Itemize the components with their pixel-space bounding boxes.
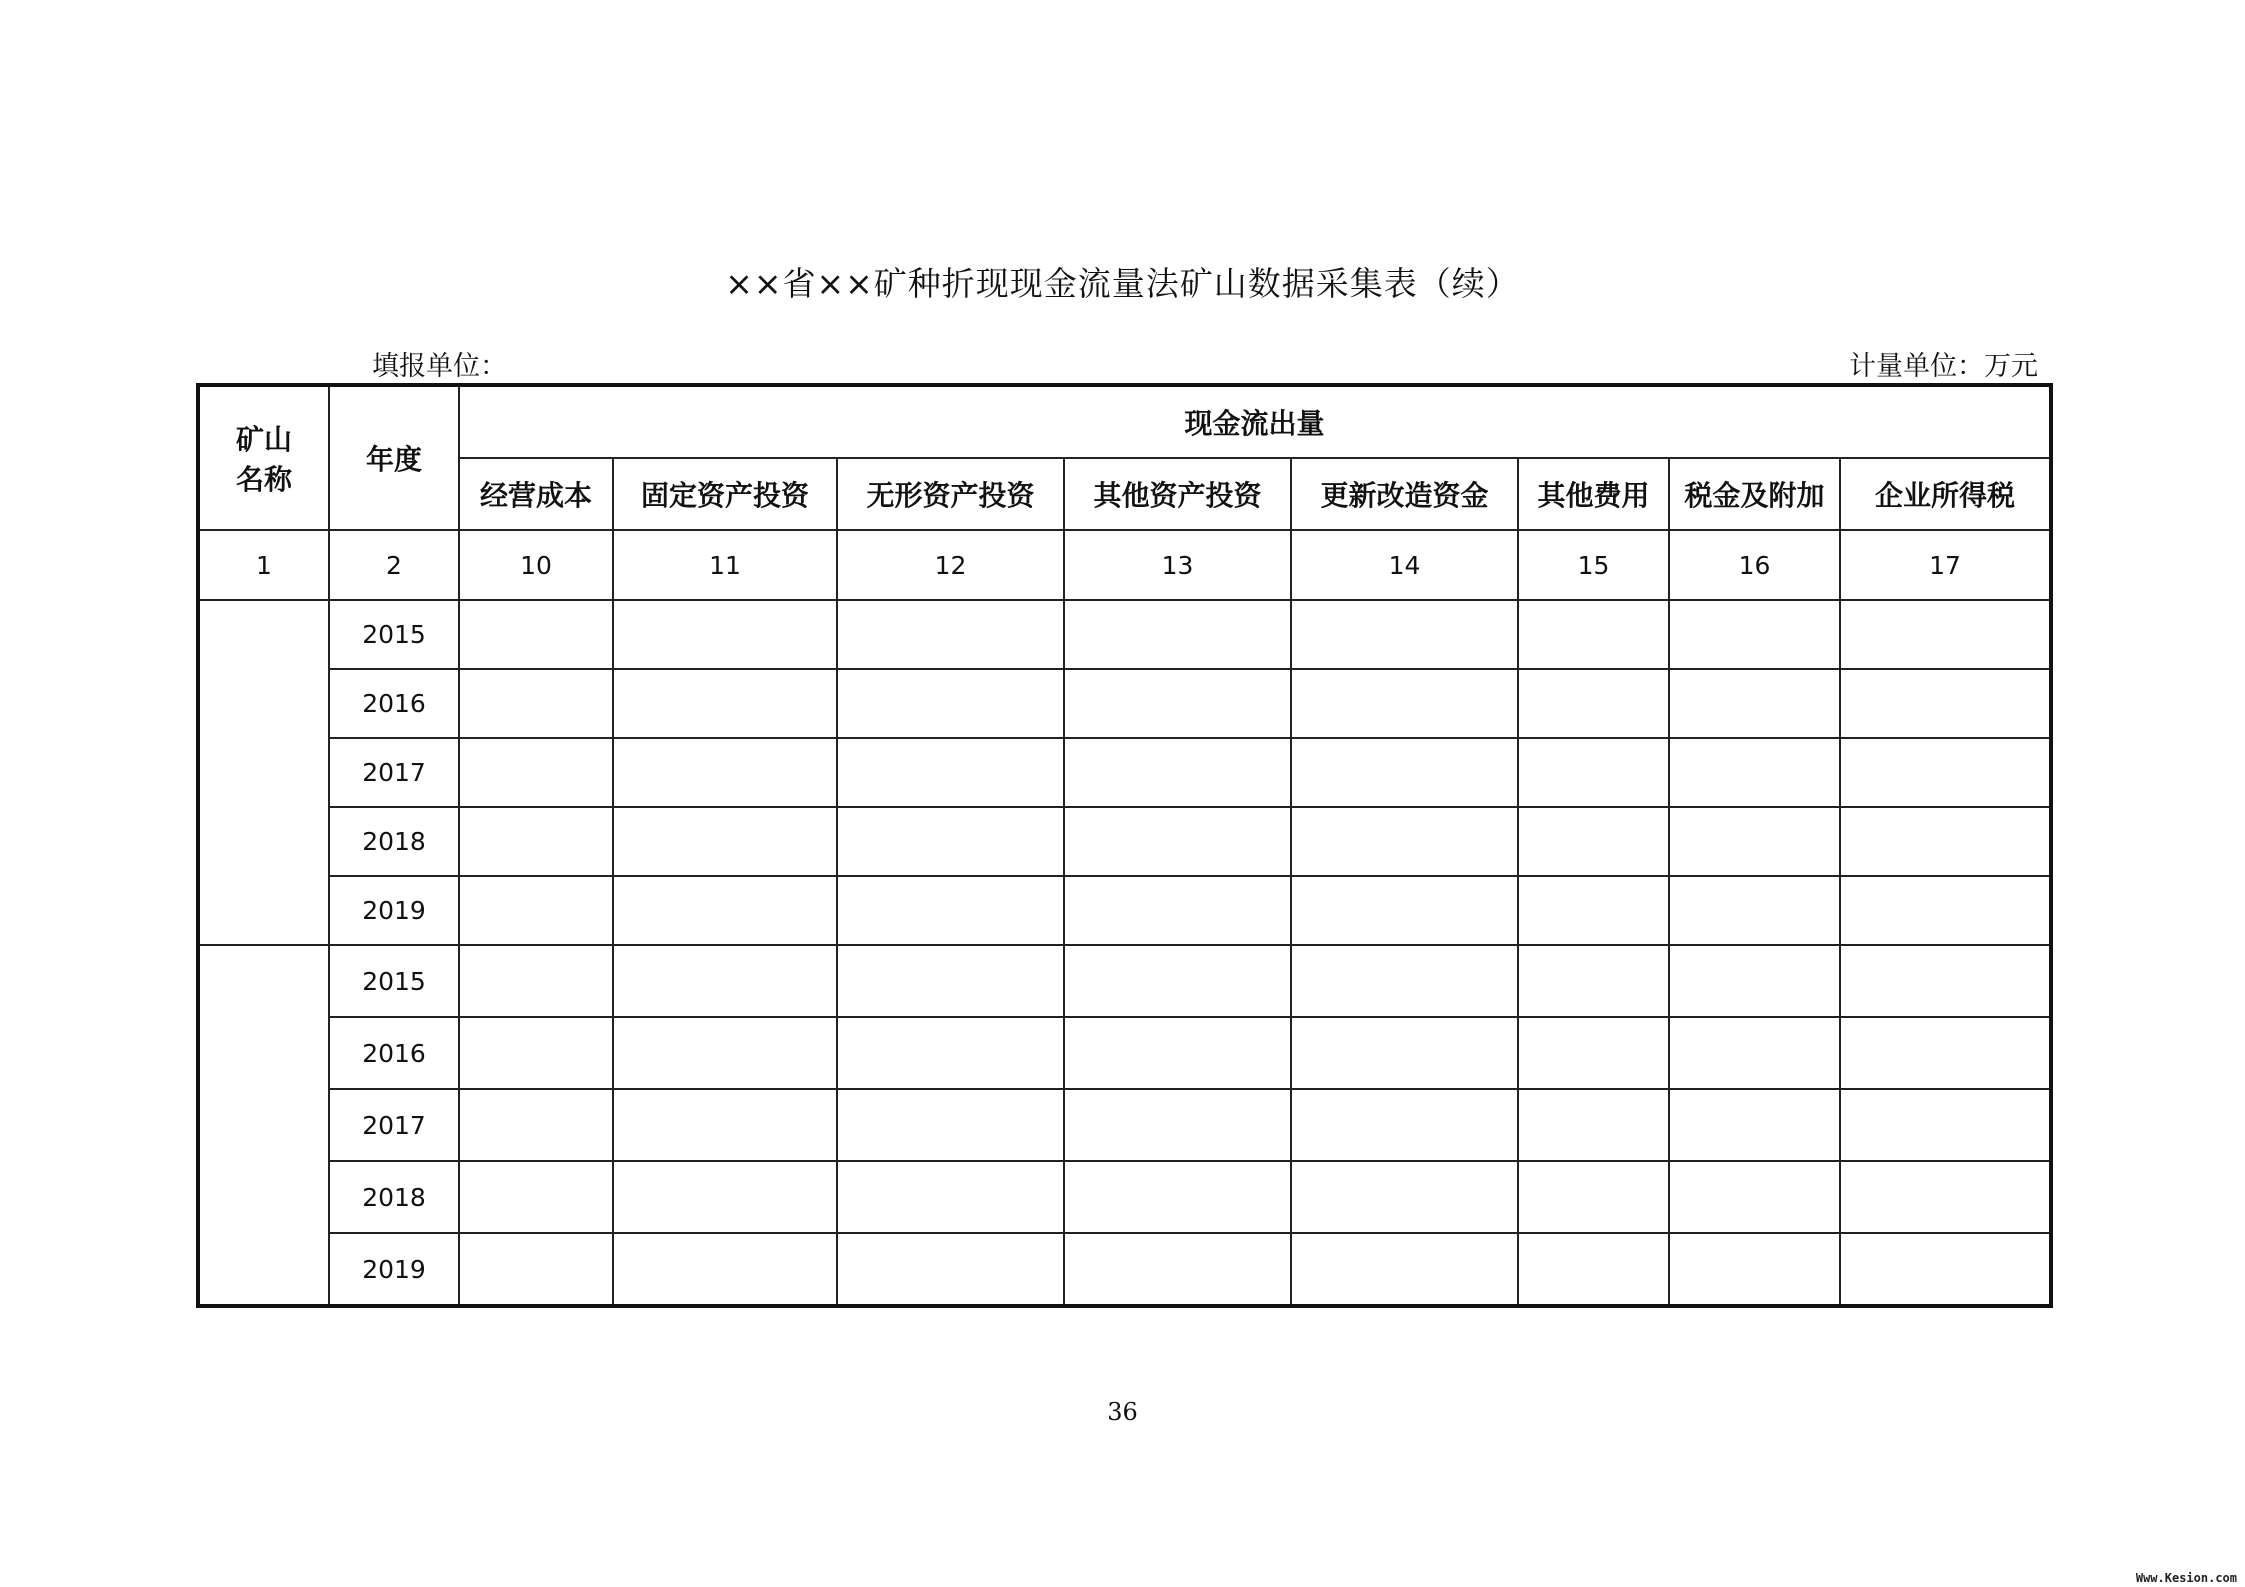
data-cell[interactable]: [837, 738, 1064, 807]
index-cell: 17: [1840, 530, 2051, 600]
mine-name-cell[interactable]: [198, 600, 329, 945]
data-cell[interactable]: [613, 807, 837, 876]
data-cell[interactable]: [837, 669, 1064, 738]
data-cell[interactable]: [459, 945, 613, 1017]
page-title: ××省××矿种折现现金流量法矿山数据采集表（续）: [725, 264, 1520, 303]
data-cell[interactable]: [1064, 945, 1291, 1017]
data-cell[interactable]: [459, 600, 613, 669]
data-cell[interactable]: [1064, 669, 1291, 738]
year-cell: 2016: [329, 669, 459, 738]
table-row: [198, 876, 2051, 945]
data-cell[interactable]: [1669, 669, 1840, 738]
year-cell: 2017: [329, 738, 459, 807]
data-cell[interactable]: [837, 945, 1064, 1017]
data-cell[interactable]: [1291, 1017, 1518, 1089]
data-cell[interactable]: [1291, 600, 1518, 669]
data-cell[interactable]: [1669, 1161, 1840, 1233]
data-cell[interactable]: [1518, 876, 1669, 945]
year-cell: 2015: [329, 600, 459, 669]
data-cell[interactable]: [613, 1017, 837, 1089]
index-row: [198, 530, 2051, 600]
data-cell[interactable]: [1064, 1161, 1291, 1233]
data-cell[interactable]: [1064, 1233, 1291, 1306]
data-cell[interactable]: [1840, 669, 2051, 738]
mine-name-header-line2: 名称: [235, 463, 292, 496]
col-header-income-tax: 企业所得税: [1840, 458, 2051, 530]
year-cell: 2015: [329, 945, 459, 1017]
data-cell[interactable]: [837, 807, 1064, 876]
data-cell[interactable]: [1291, 807, 1518, 876]
data-collection-table: [196, 383, 2053, 1308]
fill-unit-label: 填报单位：: [372, 351, 507, 382]
data-cell[interactable]: [1291, 1161, 1518, 1233]
year-cell: 2017: [329, 1089, 459, 1161]
mine-name-header: [198, 385, 329, 530]
data-cell[interactable]: [837, 876, 1064, 945]
data-cell[interactable]: [613, 876, 837, 945]
data-cell[interactable]: [837, 1233, 1064, 1306]
table-row: [198, 669, 2051, 738]
index-cell: 16: [1669, 530, 1840, 600]
data-cell[interactable]: [1518, 1233, 1669, 1306]
data-cell[interactable]: [1840, 1233, 2051, 1306]
table-row: [198, 1017, 2051, 1089]
col-header-intangible-asset-investment: 无形资产投资: [837, 458, 1064, 530]
table-row: [198, 945, 2051, 1017]
data-cell[interactable]: [613, 600, 837, 669]
table-row: [198, 1089, 2051, 1161]
data-cell[interactable]: [1840, 945, 2051, 1017]
data-cell[interactable]: [1840, 876, 2051, 945]
data-cell[interactable]: [1840, 807, 2051, 876]
data-cell[interactable]: [613, 738, 837, 807]
data-cell[interactable]: [1669, 945, 1840, 1017]
index-cell: 13: [1064, 530, 1291, 600]
data-cell[interactable]: [1064, 876, 1291, 945]
data-cell[interactable]: [613, 1089, 837, 1161]
data-cell[interactable]: [1669, 1233, 1840, 1306]
mine-name-header-line1: 矿山: [235, 423, 292, 456]
data-cell[interactable]: [459, 807, 613, 876]
table-row: [198, 1161, 2051, 1233]
data-cell[interactable]: [613, 945, 837, 1017]
data-cell[interactable]: [459, 1017, 613, 1089]
table-row: [198, 600, 2051, 669]
table-row: [198, 738, 2051, 807]
year-cell: 2019: [329, 876, 459, 945]
data-cell[interactable]: [1291, 1089, 1518, 1161]
data-cell[interactable]: [1518, 600, 1669, 669]
index-cell: 14: [1291, 530, 1518, 600]
data-cell[interactable]: [1518, 945, 1669, 1017]
data-cell[interactable]: [1064, 738, 1291, 807]
col-header-fixed-asset-investment: 固定资产投资: [613, 458, 837, 530]
data-cell[interactable]: [459, 876, 613, 945]
year-cell: 2016: [329, 1017, 459, 1089]
data-cell[interactable]: [837, 1017, 1064, 1089]
table-row: [198, 1233, 2051, 1306]
index-cell: 2: [329, 530, 459, 600]
year-cell: 2018: [329, 1161, 459, 1233]
index-cell: 11: [613, 530, 837, 600]
data-cell[interactable]: [459, 1161, 613, 1233]
data-cell[interactable]: [1518, 669, 1669, 738]
col-header-renovation-funds: 更新改造资金: [1291, 458, 1518, 530]
data-cell[interactable]: [1840, 738, 2051, 807]
data-cell[interactable]: [1291, 1233, 1518, 1306]
data-cell[interactable]: [1518, 738, 1669, 807]
data-cell[interactable]: [1518, 1161, 1669, 1233]
col-header-other-asset-investment: 其他资产投资: [1064, 458, 1291, 530]
data-cell[interactable]: [459, 738, 613, 807]
year-header: 年度: [329, 385, 459, 530]
page-number: 36: [1107, 1398, 1138, 1426]
col-header-other-expenses: 其他费用: [1518, 458, 1669, 530]
data-cell[interactable]: [1291, 669, 1518, 738]
data-cell[interactable]: [459, 1089, 613, 1161]
data-cell[interactable]: [837, 600, 1064, 669]
data-cell[interactable]: [1291, 738, 1518, 807]
data-cell[interactable]: [1064, 807, 1291, 876]
watermark: Www.Kesion.com: [2135, 1571, 2237, 1585]
data-cell[interactable]: [1518, 1089, 1669, 1161]
col-header-taxes-surcharges: 税金及附加: [1669, 458, 1840, 530]
data-cell[interactable]: [1064, 600, 1291, 669]
col-header-operating-cost: 经营成本: [459, 458, 613, 530]
data-cell[interactable]: [1840, 1017, 2051, 1089]
data-cell[interactable]: [613, 669, 837, 738]
data-cell[interactable]: [1669, 1017, 1840, 1089]
year-cell: 2018: [329, 807, 459, 876]
data-cell[interactable]: [1840, 1089, 2051, 1161]
data-cell[interactable]: [1291, 945, 1518, 1017]
data-cell[interactable]: [1518, 807, 1669, 876]
data-cell[interactable]: [459, 669, 613, 738]
data-cell[interactable]: [1064, 1017, 1291, 1089]
index-cell: 1: [198, 530, 329, 600]
data-cell[interactable]: [1669, 807, 1840, 876]
data-cell[interactable]: [1669, 738, 1840, 807]
data-cell[interactable]: [613, 1233, 837, 1306]
mine-name-cell[interactable]: [198, 945, 329, 1306]
data-cell[interactable]: [1669, 1089, 1840, 1161]
data-cell[interactable]: [1291, 876, 1518, 945]
data-cell[interactable]: [459, 1233, 613, 1306]
cash-outflow-group-header: 现金流出量: [459, 385, 2051, 458]
data-cell[interactable]: [613, 1161, 837, 1233]
table-row: [198, 807, 2051, 876]
index-cell: 12: [837, 530, 1064, 600]
data-cell[interactable]: [837, 1089, 1064, 1161]
data-cell[interactable]: [1840, 1161, 2051, 1233]
data-cell[interactable]: [1840, 600, 2051, 669]
data-cell[interactable]: [1518, 1017, 1669, 1089]
measure-unit-label: 计量单位：万元: [1849, 351, 2038, 382]
index-cell: 10: [459, 530, 613, 600]
data-cell[interactable]: [1669, 600, 1840, 669]
data-cell[interactable]: [1669, 876, 1840, 945]
year-cell: 2019: [329, 1233, 459, 1306]
data-cell[interactable]: [837, 1161, 1064, 1233]
data-cell[interactable]: [1064, 1089, 1291, 1161]
index-cell: 15: [1518, 530, 1669, 600]
